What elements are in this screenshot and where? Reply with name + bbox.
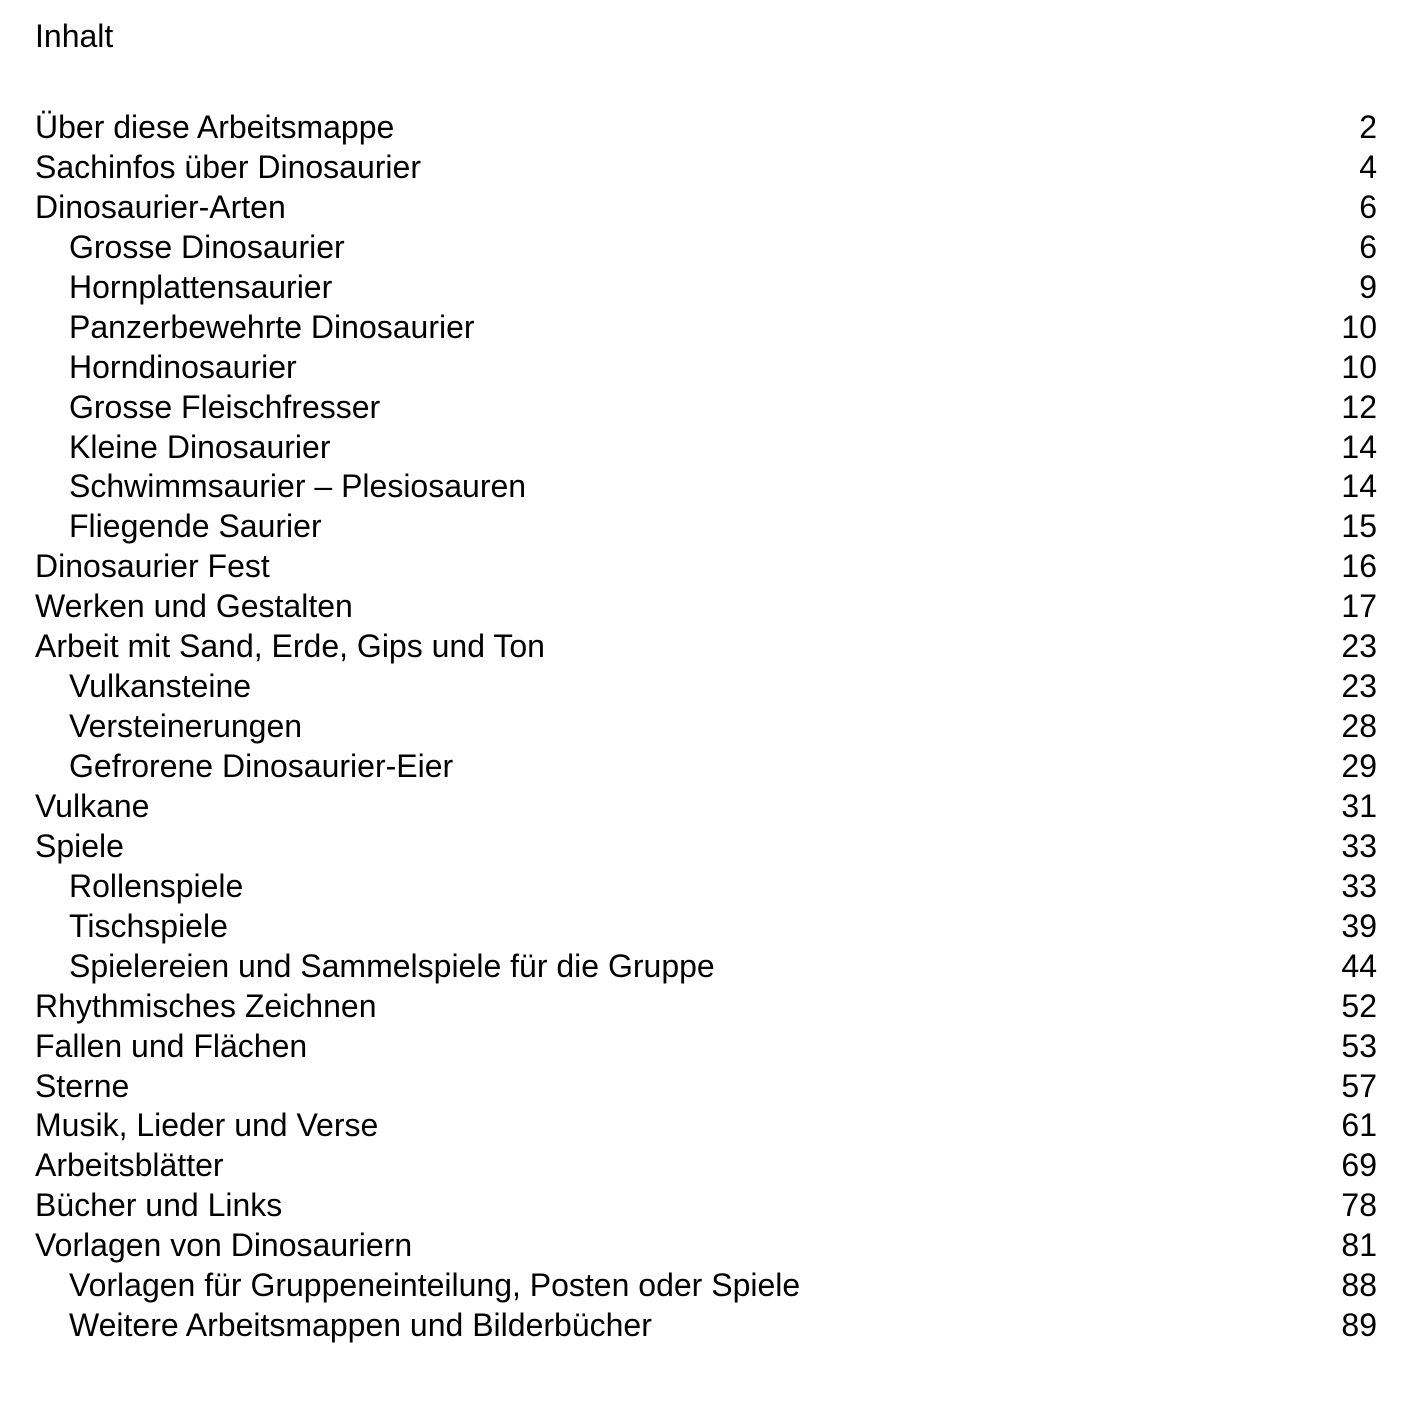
toc-entry-page-number: 89 xyxy=(1341,1307,1377,1344)
toc-entry[interactable] xyxy=(35,706,1377,746)
toc-entry[interactable] xyxy=(35,946,1377,986)
toc-entry-title: Vulkane xyxy=(35,787,150,824)
toc-entry-title: Rhythmisches Zeichnen xyxy=(35,987,377,1024)
toc-entry-page-number: 14 xyxy=(1341,468,1377,505)
toc-entry-page-number: 53 xyxy=(1341,1027,1377,1064)
toc-entry-page-number: 88 xyxy=(1341,1267,1377,1304)
toc-entry[interactable] xyxy=(35,666,1377,706)
toc-entry[interactable] xyxy=(35,107,1377,147)
toc-entry-title: Grosse Fleischfresser xyxy=(69,388,381,425)
toc-entry[interactable] xyxy=(35,1265,1377,1305)
toc-entry-page-number: 31 xyxy=(1341,787,1377,824)
toc-entry-title: Versteinerungen xyxy=(69,708,303,745)
toc-entry-title: Dinosaurier Fest xyxy=(35,548,270,585)
toc-entry-page-number: 10 xyxy=(1341,348,1377,385)
toc-entry[interactable] xyxy=(35,1225,1377,1265)
toc-entry-page-number: 10 xyxy=(1341,308,1377,345)
toc-entry[interactable] xyxy=(35,1105,1377,1145)
toc-entry-page-number: 9 xyxy=(1359,268,1377,305)
toc-entry[interactable] xyxy=(35,786,1377,826)
toc-entry-page-number: 81 xyxy=(1341,1227,1377,1264)
toc-entry[interactable] xyxy=(35,1026,1377,1066)
toc-entry-page-number: 69 xyxy=(1341,1147,1377,1184)
toc-entry-title: Grosse Dinosaurier xyxy=(69,228,345,265)
toc-entry-title: Tischspiele xyxy=(69,907,228,944)
toc-entry-title: Kleine Dinosaurier xyxy=(69,428,331,465)
toc-entry-title: Spielereien und Sammelspiele für die Gruppe xyxy=(69,947,715,984)
toc-entry-title: Gefrorene Dinosaurier-Eier xyxy=(69,748,454,784)
toc-entry[interactable] xyxy=(35,906,1377,946)
toc-entry-page-number: 57 xyxy=(1341,1067,1377,1104)
toc-entry[interactable] xyxy=(35,1145,1377,1185)
toc-entry-page-number: 44 xyxy=(1341,947,1377,984)
toc-entry-title: Über diese Arbeitsmappe xyxy=(35,109,395,145)
toc-entry-page-number: 61 xyxy=(1341,1107,1377,1144)
toc-entry[interactable] xyxy=(35,746,1377,786)
toc-entry-title: Panzerbewehrte Dinosaurier xyxy=(69,308,475,345)
toc-entry-page-number: 23 xyxy=(1341,628,1377,665)
toc-entry[interactable] xyxy=(35,1185,1377,1225)
page-title: Inhalt xyxy=(35,18,114,54)
toc-entry[interactable] xyxy=(35,826,1377,866)
toc-entry-title: Dinosaurier-Arten xyxy=(35,188,286,225)
toc-entry-title: Arbeitsblätter xyxy=(35,1147,224,1184)
toc-entry-page-number: 14 xyxy=(1341,428,1377,465)
toc-entry-title: Fliegende Saurier xyxy=(69,508,322,545)
toc-entry-page-number: 78 xyxy=(1341,1187,1377,1224)
toc-entry[interactable] xyxy=(35,1066,1377,1106)
toc-entry-title: Bücher und Links xyxy=(35,1187,283,1224)
toc-entry[interactable] xyxy=(35,986,1377,1026)
toc-entry-page-number: 2 xyxy=(1359,109,1377,145)
toc-entry-page-number: 6 xyxy=(1359,228,1377,265)
toc-entry[interactable] xyxy=(35,506,1377,546)
table-of-contents xyxy=(35,107,1377,1345)
toc-entry-page-number: 33 xyxy=(1341,867,1377,904)
toc-entry-page-number: 4 xyxy=(1359,148,1377,185)
toc-entry-page-number: 12 xyxy=(1341,388,1377,425)
toc-entry-page-number: 29 xyxy=(1341,748,1377,784)
toc-entry-title: Sterne xyxy=(35,1067,130,1104)
toc-entry[interactable] xyxy=(35,866,1377,906)
toc-entry-title: Musik, Lieder und Verse xyxy=(35,1107,379,1144)
toc-entry-title: Werken und Gestalten xyxy=(35,588,353,625)
toc-entry-page-number: 17 xyxy=(1341,588,1377,625)
toc-entry-title: Vorlagen für Gruppeneinteilung, Posten oder Spiele xyxy=(69,1267,801,1304)
toc-entry[interactable] xyxy=(35,427,1377,467)
toc-entry-title: Weitere Arbeitsmappen und Bilderbücher xyxy=(69,1307,652,1344)
toc-entry[interactable] xyxy=(35,546,1377,586)
toc-entry-title: Fallen und Flächen xyxy=(35,1027,308,1064)
toc-entry-page-number: 28 xyxy=(1341,708,1377,745)
toc-entry-title: Arbeit mit Sand, Erde, Gips und Ton xyxy=(35,628,545,665)
toc-entry[interactable] xyxy=(35,586,1377,626)
toc-entry-title: Hornplattensaurier xyxy=(69,268,333,305)
toc-entry[interactable] xyxy=(35,387,1377,427)
toc-entry-page-number: 16 xyxy=(1341,548,1377,585)
toc-entry[interactable] xyxy=(35,307,1377,347)
toc-entry-page-number: 33 xyxy=(1341,827,1377,864)
toc-entry-page-number: 6 xyxy=(1359,188,1377,225)
toc-entry[interactable] xyxy=(35,227,1377,267)
toc-entry[interactable] xyxy=(35,187,1377,227)
toc-entry[interactable] xyxy=(35,1305,1377,1345)
toc-entry-page-number: 52 xyxy=(1341,987,1377,1024)
toc-entry[interactable] xyxy=(35,626,1377,666)
toc-entry-title: Spiele xyxy=(35,827,124,864)
toc-entry[interactable] xyxy=(35,147,1377,187)
toc-entry[interactable] xyxy=(35,347,1377,387)
toc-entry-title: Horndinosaurier xyxy=(69,348,297,385)
toc-entry-title: Vorlagen von Dinosauriern xyxy=(35,1227,413,1264)
toc-entry-title: Vulkansteine xyxy=(69,668,252,705)
toc-entry-title: Sachinfos über Dinosaurier xyxy=(35,148,421,185)
toc-entry-title: Schwimmsaurier – Plesiosauren xyxy=(69,468,527,505)
toc-entry-page-number: 15 xyxy=(1341,508,1377,545)
toc-entry-title: Rollenspiele xyxy=(69,867,244,904)
toc-entry-page-number: 39 xyxy=(1341,907,1377,944)
toc-entry-page-number: 23 xyxy=(1341,668,1377,705)
toc-entry[interactable] xyxy=(35,267,1377,307)
toc-entry[interactable] xyxy=(35,466,1377,506)
